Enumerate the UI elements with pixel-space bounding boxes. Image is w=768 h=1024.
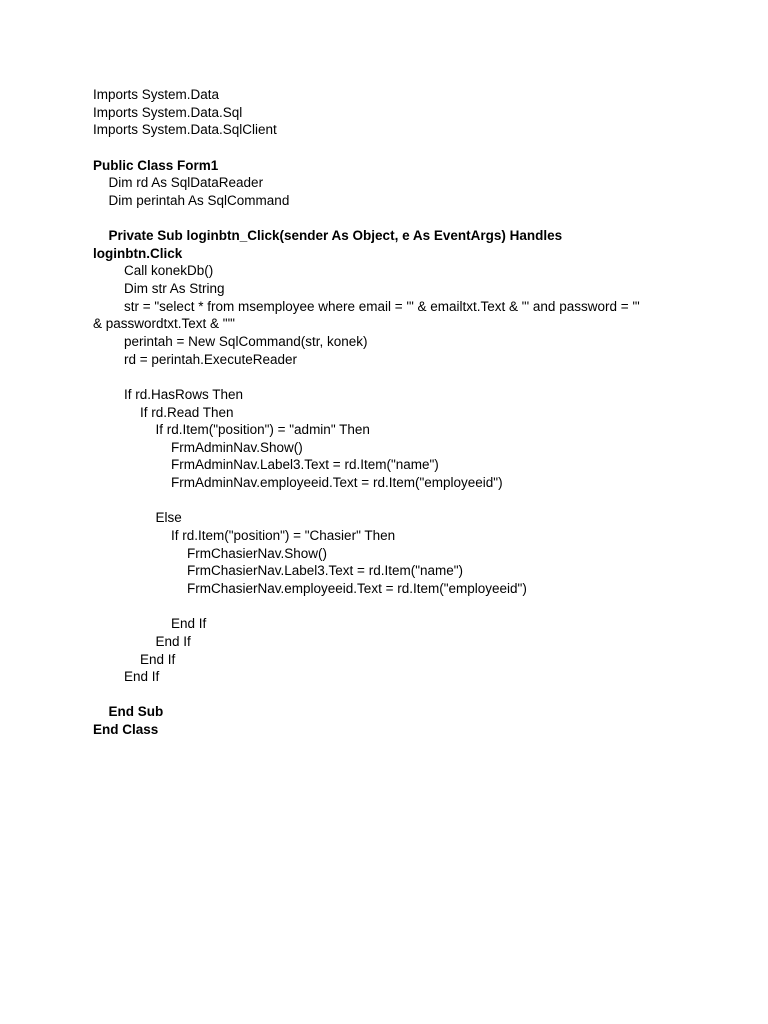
sub-declaration-continued: loginbtn.Click xyxy=(93,245,183,261)
import-line: Imports System.Data.Sql xyxy=(93,104,243,120)
import-line: Imports System.Data.SqlClient xyxy=(93,122,277,138)
blank-line xyxy=(93,492,683,510)
blank-line xyxy=(93,686,683,704)
code-line: FrmChasierNav.Label3.Text = rd.Item("name") xyxy=(187,563,464,579)
code-line-continued: & passwordtxt.Text & "'" xyxy=(93,316,235,332)
code-line: If rd.Item("position") = "admin" Then xyxy=(155,422,370,438)
blank-line xyxy=(93,368,683,386)
code-line: str = "select * from msemployee where email = '" & emailtxt.Text & "' and password = '" xyxy=(124,298,640,314)
field-declaration: Dim perintah As SqlCommand xyxy=(108,192,290,208)
code-line: End If xyxy=(155,633,191,649)
code-line: rd = perintah.ExecuteReader xyxy=(124,351,297,367)
end-class: End Class xyxy=(93,722,159,738)
code-line: End If xyxy=(124,669,160,685)
end-sub: End Sub xyxy=(108,704,164,720)
code-line: perintah = New SqlCommand(str, konek) xyxy=(124,333,368,349)
sub-declaration: Private Sub loginbtn_Click(sender As Object, e As EventArgs) Handles xyxy=(108,228,563,244)
code-block xyxy=(93,86,683,739)
code-line: FrmChasierNav.Show() xyxy=(187,545,328,561)
code-line: Else xyxy=(155,510,182,526)
code-line: FrmAdminNav.Label3.Text = rd.Item("name") xyxy=(171,457,439,473)
code-line: FrmAdminNav.employeeid.Text = rd.Item("employeeid") xyxy=(171,475,503,491)
class-declaration: Public Class Form1 xyxy=(93,157,219,173)
import-line: Imports System.Data xyxy=(93,87,220,102)
code-line: If rd.Item("position") = "Chasier" Then xyxy=(171,528,396,544)
code-line: Dim str As String xyxy=(124,281,225,297)
code-line: If rd.HasRows Then xyxy=(124,386,244,402)
code-line: FrmChasierNav.employeeid.Text = rd.Item("employeeid") xyxy=(187,580,527,596)
blank-line xyxy=(93,209,683,227)
code-line: End If xyxy=(171,616,207,632)
blank-line xyxy=(93,598,683,616)
code-line: Call konekDb() xyxy=(124,263,214,279)
code-line: FrmAdminNav.Show() xyxy=(171,439,303,455)
field-declaration: Dim rd As SqlDataReader xyxy=(108,175,264,191)
code-line: If rd.Read Then xyxy=(140,404,234,420)
code-line: End If xyxy=(140,651,176,667)
blank-line xyxy=(93,139,683,157)
